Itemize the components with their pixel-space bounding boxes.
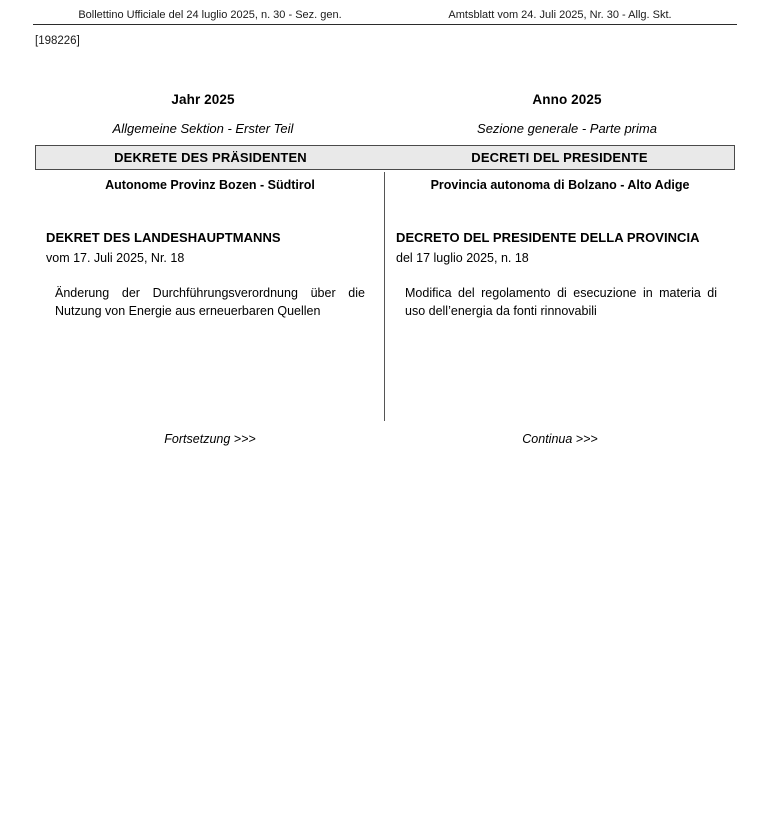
section-banner	[35, 145, 735, 170]
continuation-row	[35, 432, 735, 447]
section-subtitle-italian: Sezione generale - Parte prima	[477, 121, 657, 136]
banner-label-german: DEKRETE DES PRÄSIDENTEN	[114, 150, 307, 165]
institution-german: Autonome Provinz Bozen - Südtirol	[105, 178, 315, 192]
banner-label-italian: DECRETI DEL PRESIDENTE	[471, 150, 648, 165]
title-column-german	[35, 92, 385, 137]
decree-date-italian: del 17 luglio 2025, n. 18	[396, 251, 529, 265]
decree-title-german: DEKRET DES LANDESHAUPTMANNS	[46, 230, 281, 245]
decree-block-german	[35, 230, 385, 320]
year-title-german: Jahr 2025	[171, 92, 235, 107]
decree-date-german: vom 17. Juli 2025, Nr. 18	[46, 251, 185, 265]
year-title-italian: Anno 2025	[532, 92, 602, 107]
title-column-italian	[385, 92, 735, 137]
decree-row	[35, 230, 735, 320]
institution-row	[35, 178, 735, 193]
decree-body-german: Änderung der Durchführungsverordnung über die Nutzung von Energie aus erneuerbaren Quellen	[55, 286, 365, 318]
decree-block-italian	[385, 230, 735, 320]
institution-italian: Provincia autonoma di Bolzano - Alto Adige	[430, 178, 690, 192]
continuation-italian: Continua >>>	[522, 432, 598, 446]
document-reference-code: [198226]	[35, 35, 80, 47]
title-columns	[35, 92, 735, 137]
running-header-german: Amtsblatt vom 24. Juli 2025, Nr. 30 - Allg. Skt.	[448, 9, 672, 21]
decree-body-italian: Modifica del regolamento di esecuzione in materia di uso dell’energia da fonti rinnovabili	[405, 286, 717, 318]
running-header-italian: Bollettino Ufficiale del 24 luglio 2025, n. 30 - Sez. gen.	[78, 9, 342, 21]
running-header	[35, 9, 735, 22]
decree-title-italian: DECRETO DEL PRESIDENTE DELLA PROVINCIA	[396, 230, 700, 245]
section-subtitle-german: Allgemeine Sektion - Erster Teil	[112, 121, 294, 136]
continuation-german: Fortsetzung >>>	[164, 432, 256, 446]
header-horizontal-rule	[33, 24, 737, 25]
